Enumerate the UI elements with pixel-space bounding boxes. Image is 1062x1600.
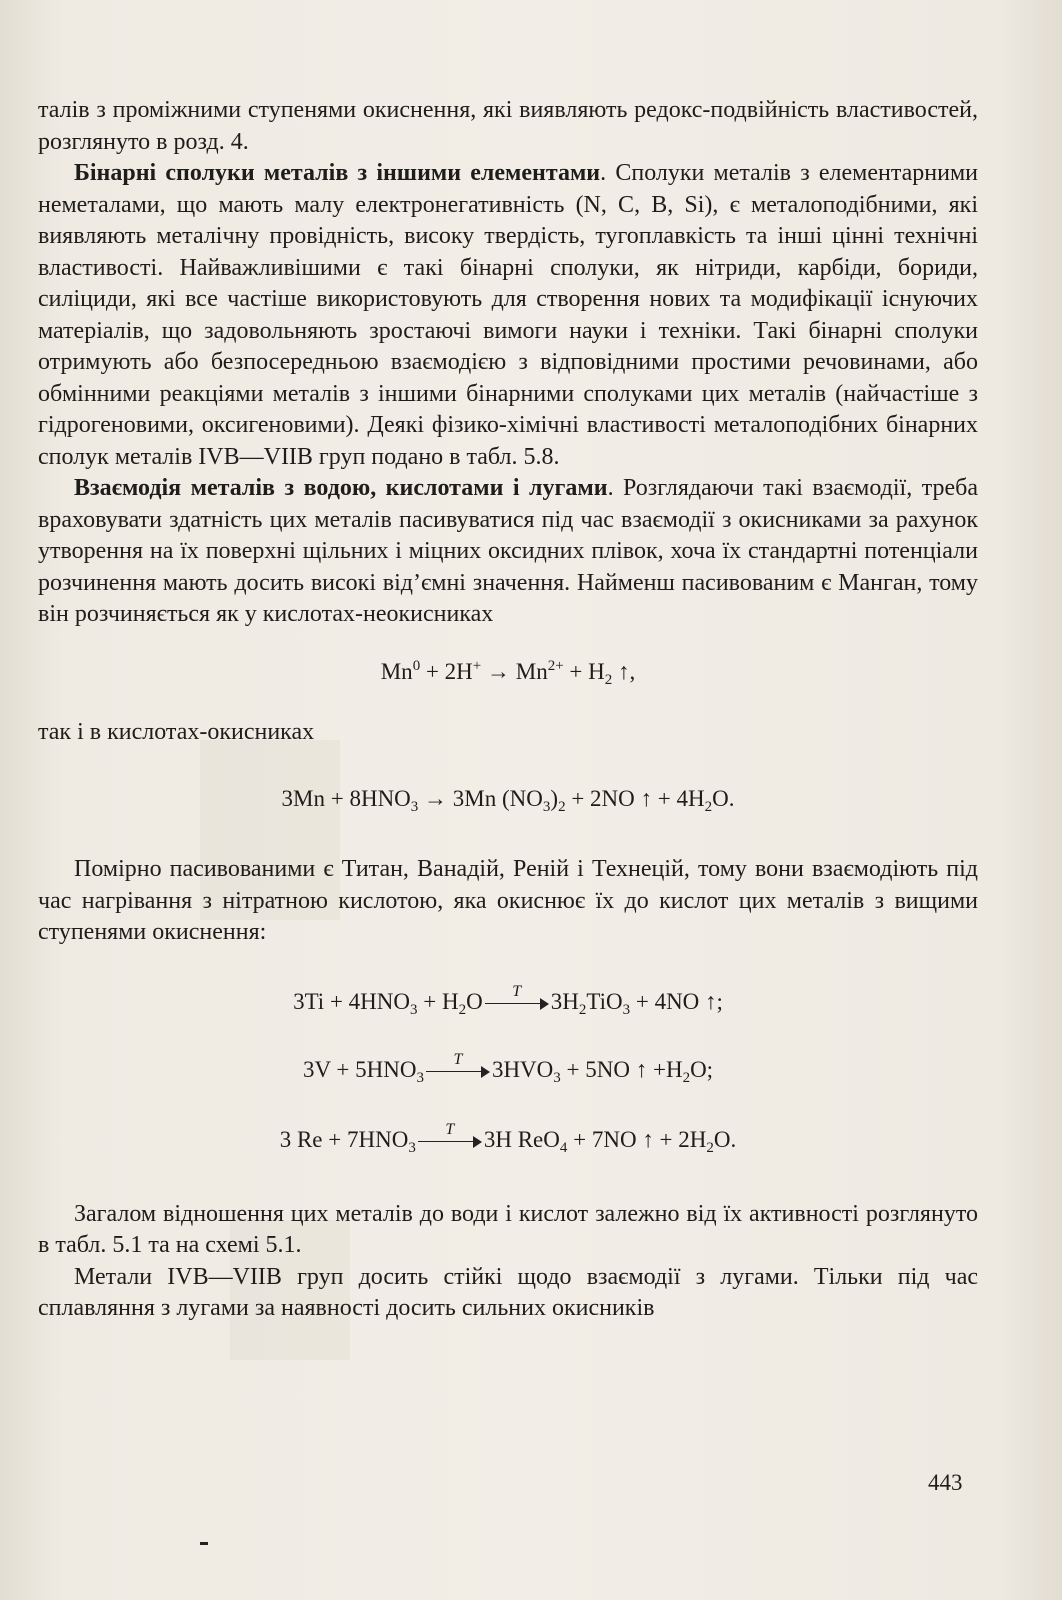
paragraph-binary-compounds: [38, 158, 978, 473]
paragraph-oxidizing-acids: так і в кислотах-окисниках: [38, 718, 315, 745]
page-text: [38, 95, 978, 1325]
equation-mn-acid: $Mn^0 + 2H^+ \to Mn^{2+} + H_2$ ↑,: [380, 657, 636, 688]
paragraph-1: талів з проміжними ступенями окиснення, які виявляють редокс-подвійність властивостей, розглянуто в розд. 4.: [38, 97, 978, 155]
paragraph-interaction-text: . Розглядаючи такі взаємодії, треба враховувати здатність цих металів пасивуватися під час взаємодії з окисниками за рахунок утворення на їх поверхні щільних і міцних оксидних плівок, хоча їх стандартні потенціали розчинення мають досить високі від’ємні значення. Найменш пасивованим є Манган, тому він розчиняється як у кислотах-неокисниках: [38, 475, 978, 627]
equation-ti: $3Ti + 4HNO_3 + H_2O$ T $3H_2TiO_3 + 4NO$ ↑;: [293, 983, 723, 1018]
paragraph-summary: Загалом відношення цих металів до води і кислот залежно від їх активності розглянуто в табл. 5.1 та на схемі 5.1.: [38, 1200, 978, 1258]
heating-arrow-icon: T: [483, 994, 551, 1012]
heating-arrow-icon: T: [416, 1132, 484, 1150]
paragraph-binary-compounds-text: . Сполуки металів з елементарними неметалами, що мають малу електронегативність (N, C, B, Si), є металоподібними, які виявляють металічну провідність, високу твердість, тугоплавкість та інші цінні технічні властивості. Найважливішими є такі бінарні сполуки, як нітриди, карбіди, бориди, силіциди, які все частіше використовують для створення нових та модифікації існуючих матеріалів, що задовольняють зростаючі вимоги науки і техніки. Такі бінарні сполуки отримують або безпосередньою взаємодією з відповідними простими речовинами, або обмінними реакціями металів з іншими бінарними сполуками цих металів (найчастіше з гідрогеновими, оксигеновими). Деякі фізико-хімічні властивості металоподібних бінарних сполук металів IVB—VIIB груп подано в табл. 5.8.: [38, 160, 979, 470]
heading-interaction: Взаємодія металів з водою, кислотами і лугами: [74, 475, 608, 501]
paragraph-alkali: Метали IVB—VIIB груп досить стійкі щодо взаємодії з лугами. Тільки під час сплавляння з лугами за наявності досить сильних окисників: [38, 1263, 978, 1321]
paragraph-interaction: [38, 473, 978, 631]
print-speck: [200, 1542, 208, 1545]
equation-v: $3V + 5HNO_3$ T $3HVO_3 + 5NO$ ↑ $+H_2O$;: [302, 1051, 714, 1086]
equation-mn-nitric: $3Mn + 8HNO_3 \to 3Mn$ $(NO_3)_2 + 2NO$ ↑ + $4H_2O$.: [281, 786, 735, 815]
heading-binary-compounds: Бінарні сполуки металів з іншими елементами: [74, 160, 601, 186]
paragraph-moderately-passivated: Помірно пасивованими є Титан, Ванадій, Реній і Технецій, тому вони взаємодіють під час нагрівання з нітратною кислотою, яка окиснює їх до кислот цих металів з вищими ступенями окиснення:: [38, 856, 978, 945]
equation-re: 3 $Re + 7HNO_3$ T 3H ReO$_4$ + 7NO ↑ + $2H_2O$.: [279, 1121, 737, 1156]
heating-arrow-icon: T: [424, 1062, 492, 1080]
page-number: 443: [928, 1470, 963, 1495]
